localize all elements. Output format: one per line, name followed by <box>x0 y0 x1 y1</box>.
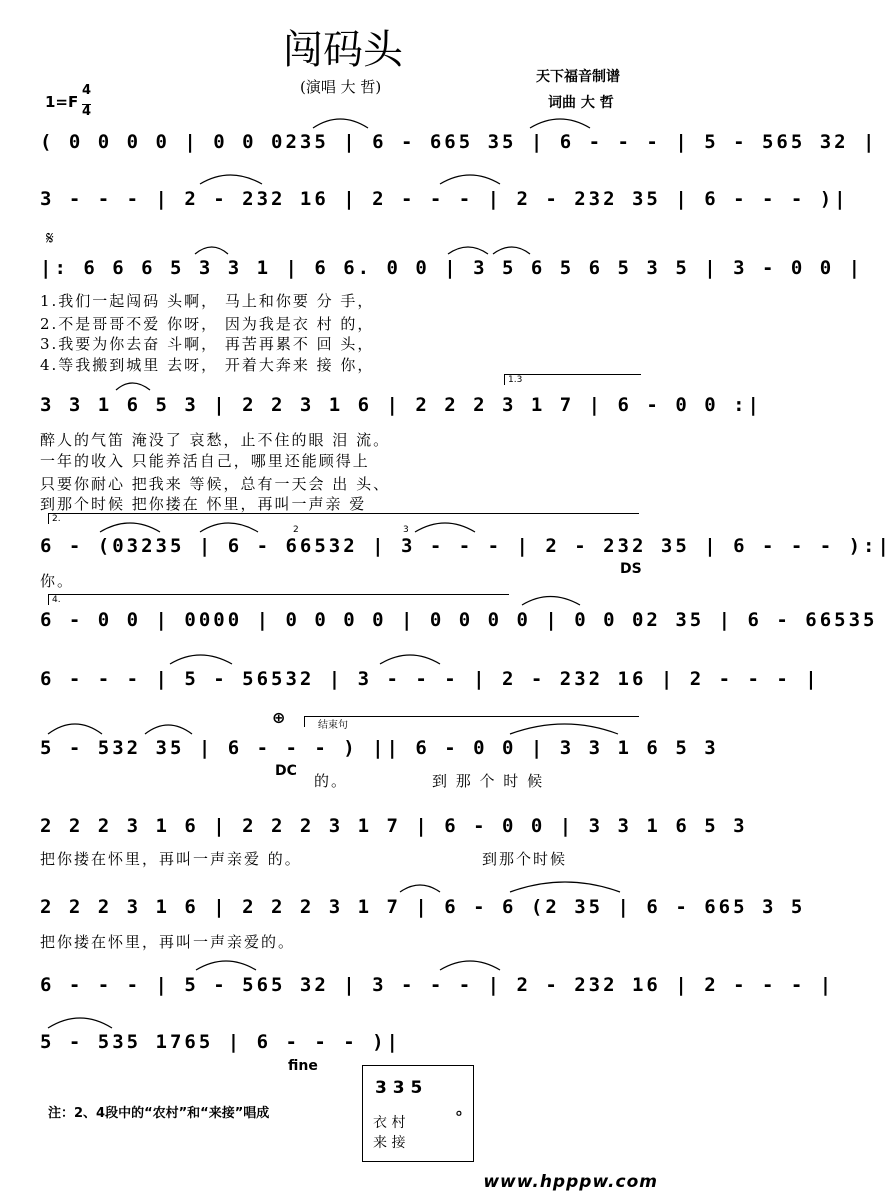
lyric-row-9b: 到那个时候 <box>482 850 568 868</box>
credit-composer: 词曲 大 哲 <box>548 95 614 111</box>
fine-mark: fine <box>288 1058 318 1074</box>
notation-row-3: |: 6 6 6 5 3 3 1 | 6 6. 0 0 | 3 5 6 5 6 5 3 5 | 3 - 0 0 | <box>40 257 864 279</box>
notation-row-12: 5 - 535 1765 | 6 - - - )| <box>40 1031 401 1053</box>
note-box-line-2: 来 接 <box>373 1135 406 1151</box>
footnote: 注：2、4段中的“农村”和“来接”唱成 <box>48 1106 270 1121</box>
volta-1-3-label: 1.3 <box>508 375 523 385</box>
lyric-row-5: 你。 <box>40 572 75 590</box>
note-box-numbers: 3 3 5 <box>375 1078 423 1098</box>
lyric-row-8b: 到 那 个 时 候 <box>432 772 545 790</box>
dc-mark: DC <box>275 763 297 779</box>
key-signature: 1=F <box>45 93 79 111</box>
verse-4-line-a: 4.等我搬到城里 去呀， 开着大奔来 接 你， <box>40 356 375 374</box>
verse-1-line-a: 1.我们一起闯码 头啊， 马上和你要 分 手， <box>40 292 375 310</box>
notation-row-4: 3 3 1 6 5 3 | 2 2 3 1 6 | 2 2 2 3 1 7 | 6 - 0 0 :| <box>40 394 762 416</box>
notation-row-9: 2 2 2 3 1 6 | 2 2 2 3 1 7 | 6 - 0 0 | 3 3 1 6 5 3 <box>40 815 748 837</box>
lyric-row-8a: 的。 <box>314 772 349 790</box>
verse-3-line-a: 3.我要为你去奋 斗啊， 再苦再累不 回 头， <box>40 335 375 353</box>
notation-row-5: 6 - (03235 | 6 - 66532 | 3 - - - | 2 - 232 35 | 6 - - - ):| <box>40 535 892 557</box>
song-subtitle: (演唱 大 哲) <box>300 78 382 96</box>
ending-label: 结束句 <box>318 720 348 731</box>
note-box-line-1: 衣 村 <box>373 1115 406 1131</box>
note-box-dot: 。 <box>456 1099 473 1118</box>
verse-1-line-b: 醉人的气笛 淹没了 哀愁，止不住的眼 泪 流。 <box>40 431 391 449</box>
notation-row-6: 6 - 0 0 | 0000 | 0 0 0 0 | 0 0 0 0 | 0 0 02 35 | 6 - 66535 <box>40 609 878 631</box>
small-mark-2: 2 <box>293 525 299 535</box>
volta-4-label: 4. <box>52 595 61 605</box>
notation-row-10: 2 2 2 3 1 6 | 2 2 2 3 1 7 | 6 - 6 (2 35 | 6 - 665 3 5 <box>40 896 806 918</box>
small-mark-3: 3 <box>403 525 409 535</box>
lyric-row-10: 把你搂在怀里，再叫一声亲爱的。 <box>40 933 296 951</box>
segno-icon: 𝄋 <box>46 228 54 249</box>
lyric-row-9a: 把你搂在怀里，再叫一声亲爱 的。 <box>40 850 302 868</box>
time-signature-bottom: 4 <box>82 104 92 119</box>
watermark-url: www.hpppw.com <box>483 1172 658 1192</box>
verse-2-line-a: 2.不是哥哥不爱 你呀， 因为我是衣 村 的， <box>40 315 375 333</box>
song-title: 闯码头 <box>283 27 403 73</box>
notation-row-8: 5 - 532 35 | 6 - - - ) || 6 - 0 0 | 3 3 1 6 5 3 <box>40 737 719 759</box>
notation-row-1: ( 0 0 0 0 | 0 0 0235 | 6 - 665 35 | 6 - - - | 5 - 565 32 | <box>40 131 878 153</box>
notation-row-2: 3 - - - | 2 - 232 16 | 2 - - - | 2 - 232 35 | 6 - - - )| <box>40 188 849 210</box>
verse-4-line-b: 到那个时候 把你搂在 怀里，再叫一声亲 爱 <box>40 495 367 513</box>
verse-3-line-b: 只要你耐心 把我来 等候，总有一天会 出 头、 <box>40 475 391 493</box>
credit-arranger: 天下福音制谱 <box>536 69 620 85</box>
volta-2-label: 2. <box>52 514 61 524</box>
ds-mark: DS <box>620 561 642 577</box>
notation-row-11: 6 - - - | 5 - 565 32 | 3 - - - | 2 - 232 16 | 2 - - - | <box>40 974 835 996</box>
notation-row-7: 6 - - - | 5 - 56532 | 3 - - - | 2 - 232 16 | 2 - - - | <box>40 668 820 690</box>
time-signature-top: 4 <box>82 83 92 98</box>
verse-2-line-b: 一年的收入 只能养活自己，哪里还能顾得上 <box>40 452 370 470</box>
coda-icon: ⊕ <box>272 708 286 727</box>
